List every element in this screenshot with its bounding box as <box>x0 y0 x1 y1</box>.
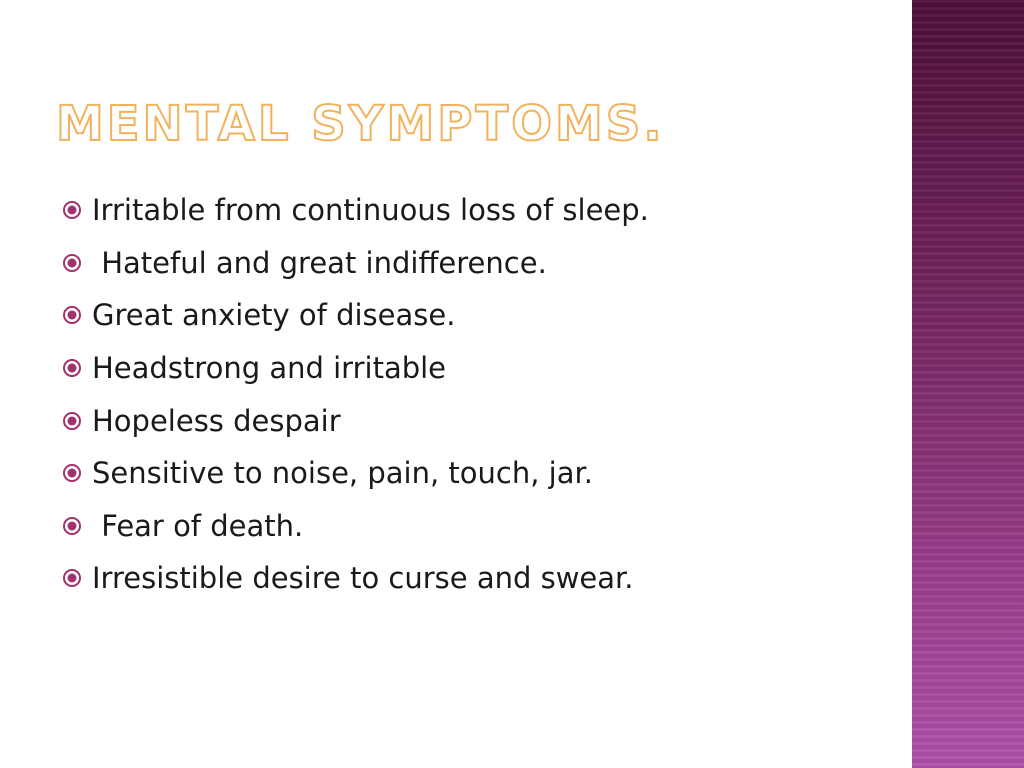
list-item <box>62 500 649 553</box>
list-item <box>62 342 649 395</box>
bullet-list <box>62 184 649 605</box>
list-item <box>62 237 649 290</box>
radio-bullet-icon <box>62 568 82 588</box>
bullet-text: Irritable from continuous loss of sleep. <box>92 193 649 228</box>
bullet-text: Great anxiety of disease. <box>92 298 456 333</box>
decorative-side-band <box>912 0 1024 768</box>
radio-bullet-icon <box>62 411 82 431</box>
radio-bullet-icon <box>62 200 82 220</box>
bullet-text: Hopeless despair <box>92 403 341 438</box>
radio-bullet-icon <box>62 253 82 273</box>
radio-bullet-icon <box>62 463 82 483</box>
radio-bullet-icon <box>62 305 82 325</box>
list-item <box>62 289 649 342</box>
radio-bullet-icon <box>62 358 82 378</box>
bullet-text: Irresistible desire to curse and swear. <box>92 561 634 596</box>
bullet-text: Sensitive to noise, pain, touch, jar. <box>92 456 593 491</box>
list-item <box>62 447 649 500</box>
bullet-text: Fear of death. <box>92 508 304 543</box>
list-item <box>62 184 649 237</box>
list-item <box>62 394 649 447</box>
radio-bullet-icon <box>62 516 82 536</box>
slide-title: MENTAL SYMPTOMS. <box>56 96 665 152</box>
list-item <box>62 552 649 605</box>
bullet-text: Headstrong and irritable <box>92 351 447 386</box>
bullet-text: Hateful and great indifference. <box>92 245 547 280</box>
